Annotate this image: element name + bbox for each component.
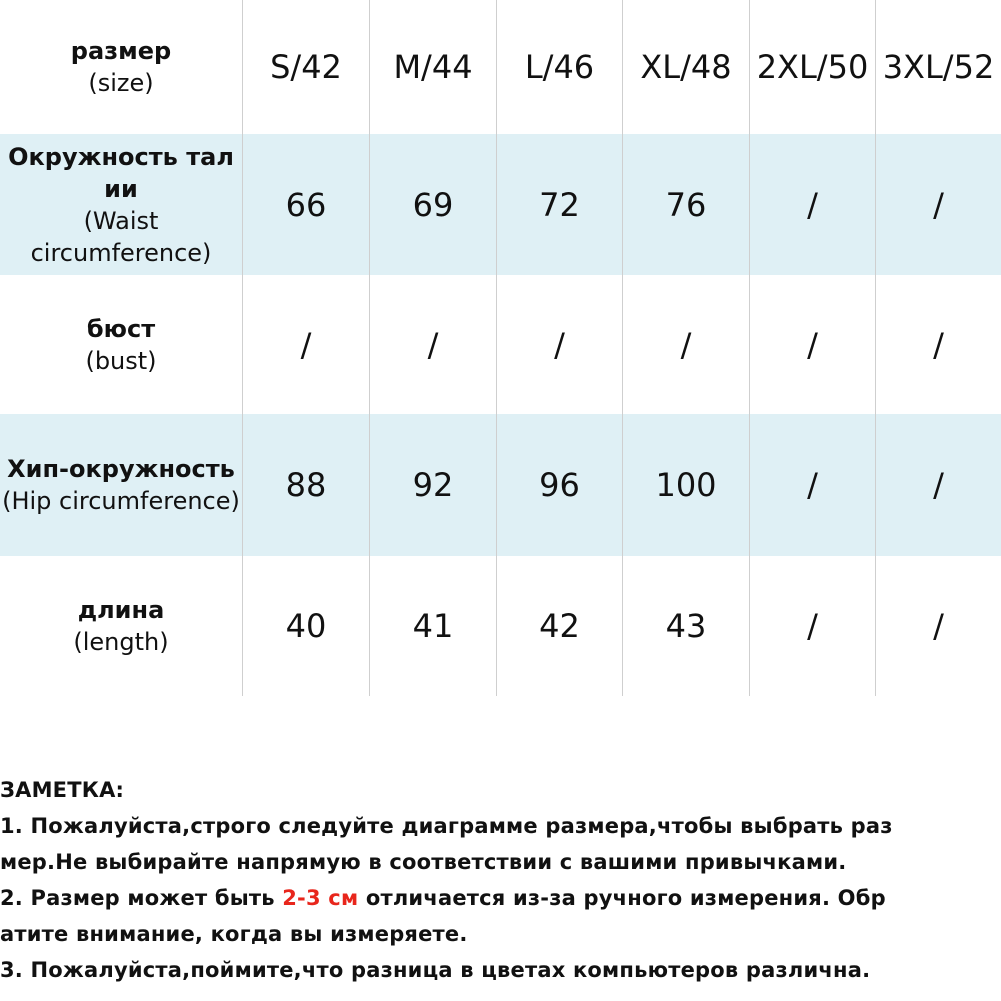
length-value: / xyxy=(749,556,875,696)
waist-value: 72 xyxy=(496,134,622,275)
waist-label-ru-1: Окружность тал xyxy=(8,142,234,171)
bust-value: / xyxy=(875,275,1001,414)
note-line-3-end: отличается из-за ручного измерения. Обр xyxy=(358,886,886,910)
size-2xl50: 2XL/50 xyxy=(749,0,875,134)
size-m44: M/44 xyxy=(369,0,496,134)
note-line-1: 1. Пожалуйста,строго следуйте диаграмме размера,чтобы выбрать раз xyxy=(0,814,893,838)
size-3xl52: 3XL/52 xyxy=(875,0,1001,134)
size-label-ru: размер xyxy=(70,37,172,65)
hip-value: 96 xyxy=(496,414,622,556)
length-value: 43 xyxy=(622,556,749,696)
note-line-4: атите внимание, когда вы измеряете. xyxy=(0,922,468,946)
size-s42: S/42 xyxy=(242,0,369,134)
note-line-5: 3. Пожалуйста,поймите,что разница в цветах компьютеров различна. xyxy=(0,958,871,982)
size-l46: L/46 xyxy=(496,0,622,134)
waist-value: / xyxy=(749,134,875,275)
length-value: 40 xyxy=(242,556,369,696)
size-xl48: XL/48 xyxy=(622,0,749,134)
bust-row xyxy=(0,275,1001,414)
hip-label xyxy=(0,414,242,556)
note-line-3 xyxy=(0,880,1001,916)
bust-label xyxy=(0,275,242,414)
bust-label-en: (bust) xyxy=(85,346,157,375)
hip-value: / xyxy=(749,414,875,556)
length-row xyxy=(0,556,1001,696)
bust-value: / xyxy=(496,275,622,414)
bust-value: / xyxy=(369,275,496,414)
waist-value: / xyxy=(875,134,1001,275)
size-header-label xyxy=(0,0,242,134)
bust-value: / xyxy=(749,275,875,414)
notes-title: ЗАМЕТКА: xyxy=(0,778,125,802)
note-line-3-start: 2. Размер может быть xyxy=(0,886,283,910)
note-line-2: мер.Не выбирайте напрямую в соответствии с вашими привычками. xyxy=(0,850,847,874)
hip-row xyxy=(0,414,1001,556)
length-value: / xyxy=(875,556,1001,696)
size-label-en: (size) xyxy=(88,69,154,97)
measurement-tolerance: 2-3 см xyxy=(282,886,359,910)
hip-value: 88 xyxy=(242,414,369,556)
length-label-ru: длина xyxy=(77,596,165,624)
waist-label-en-2: circumference) xyxy=(30,238,212,267)
bust-value: / xyxy=(622,275,749,414)
waist-row xyxy=(0,134,1001,275)
waist-value: 69 xyxy=(369,134,496,275)
length-label xyxy=(0,556,242,696)
size-header-row xyxy=(0,0,1001,134)
hip-value: 100 xyxy=(622,414,749,556)
hip-label-ru: Хип-окружность xyxy=(7,455,235,483)
waist-label xyxy=(0,134,242,275)
length-value: 42 xyxy=(496,556,622,696)
bust-label-ru: бюст xyxy=(86,314,156,343)
hip-label-en: (Hip circumference) xyxy=(2,487,240,515)
length-label-en: (length) xyxy=(73,628,169,656)
waist-label-ru-2: ии xyxy=(104,174,138,203)
waist-value: 66 xyxy=(242,134,369,275)
notes-block xyxy=(0,772,1001,988)
length-value: 41 xyxy=(369,556,496,696)
waist-value: 76 xyxy=(622,134,749,275)
waist-label-en-1: (Waist xyxy=(83,206,159,235)
bust-value: / xyxy=(242,275,369,414)
hip-value: / xyxy=(875,414,1001,556)
hip-value: 92 xyxy=(369,414,496,556)
